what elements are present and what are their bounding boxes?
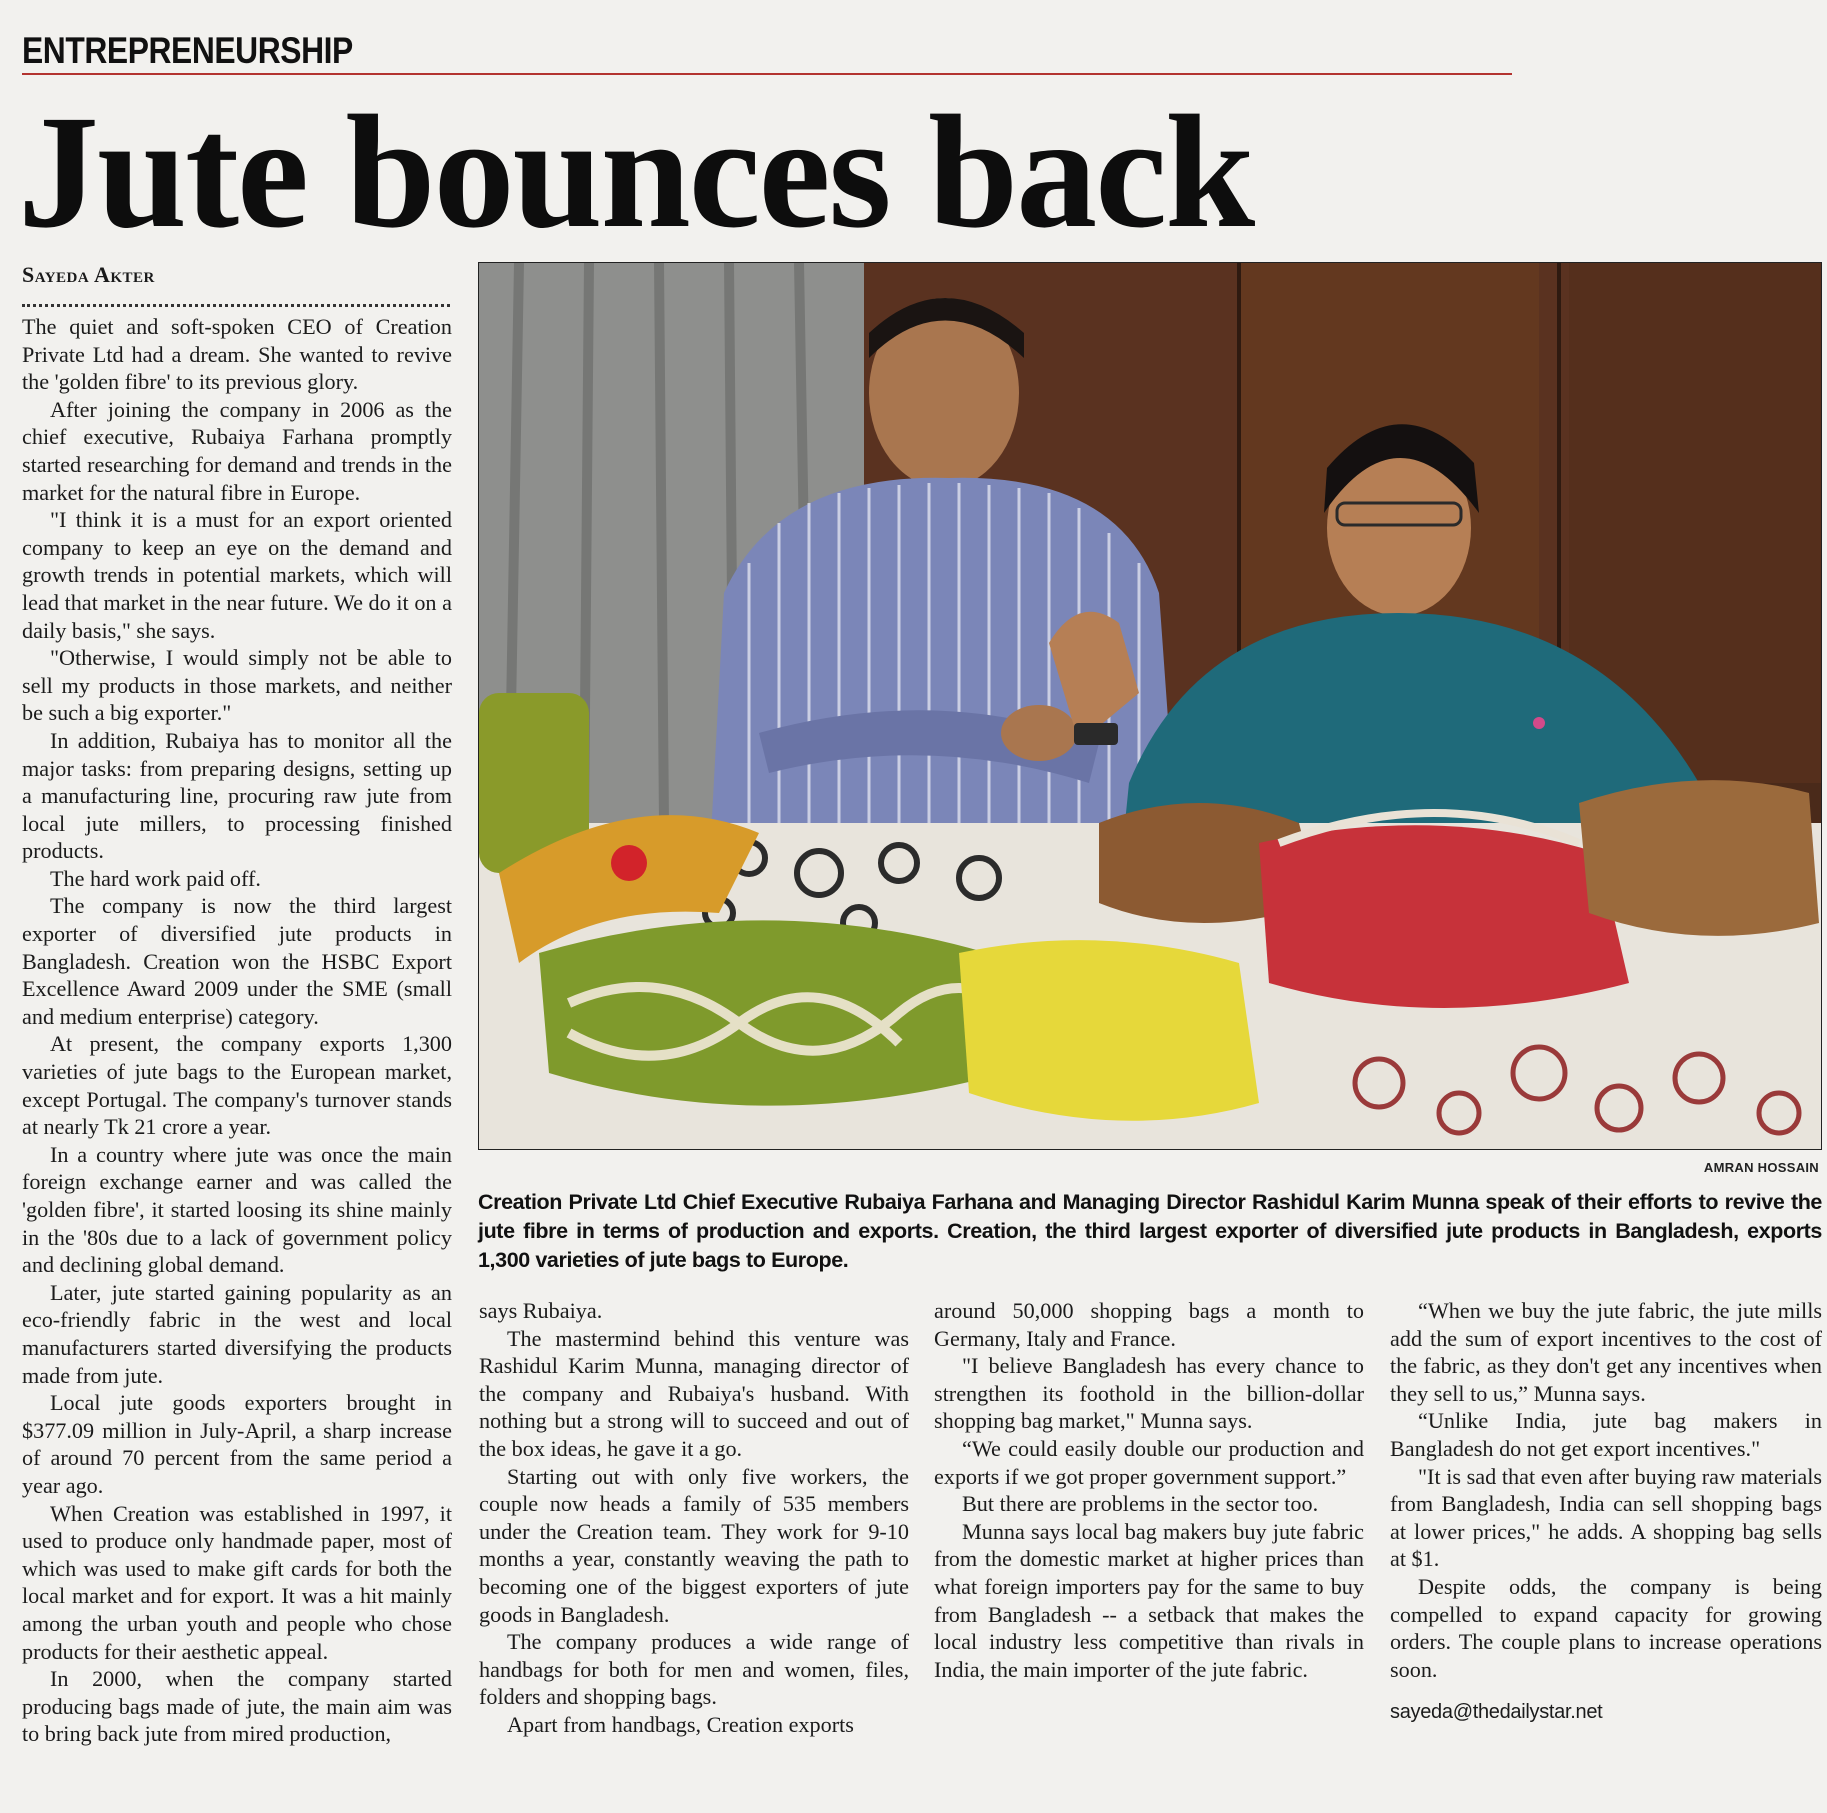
section-divider xyxy=(22,73,1512,75)
paragraph: When Creation was established in 1997, it used to produce only handmade paper, most of which was used to make gift cards for both the local market and for export. It was a hit mainly among the urban youth and people who chose products for their aesthetic appeal. xyxy=(22,1500,452,1664)
article-column-3 xyxy=(934,1297,1364,1683)
paragraph: The quiet and soft-spoken CEO of Creation Private Ltd had a dream. She wanted to revive the 'golden fibre' to its previous glory. xyxy=(22,314,452,395)
article-column-4 xyxy=(1390,1297,1822,1727)
headline: Jute bounces back xyxy=(18,83,1254,262)
paragraph: says Rubaiya. xyxy=(479,1298,603,1323)
paragraph: “When we buy the jute fabric, the jute mills add the sum of export incentives to the cost of the fabric, as they don't get any incentives when they sell to us,” Munna says. xyxy=(1390,1298,1822,1406)
paragraph: Despite odds, the company is being compelled to expand capacity for growing orders. The couple plans to increase operations soon. xyxy=(1390,1573,1822,1682)
author-email[interactable]: sayeda@thedailystar.net xyxy=(1390,1701,1603,1724)
photo-caption: Creation Private Ltd Chief Executive Rubaiya Farhana and Managing Director Rashidul Karim Munna speak of their efforts to revive the jute fibre in terms of production and exports. Creation, the third largest exporter of diversified jute products in Bangladesh, exports 1,300 varieties of jute bags to Europe. xyxy=(478,1190,1822,1272)
paragraph: Apart from handbags, Creation exports xyxy=(507,1711,854,1737)
paragraph: “Unlike India, jute bag makers in Bangladesh do not get export incentives." xyxy=(1390,1408,1822,1461)
paragraph: The mastermind behind this venture was Rashidul Karim Munna, managing director of the company and Rubaiya's husband. With nothing but a strong will to succeed and out of the box ideas, he gave it a go. xyxy=(479,1325,909,1461)
paragraph: “We could easily double our production and exports if we got proper government support.” xyxy=(934,1435,1364,1489)
paragraph: "It is sad that even after buying raw materials from Bangladesh, India can sell shopping bags at lower prices," he adds. A shopping bag sells at $1. xyxy=(1390,1463,1822,1572)
paragraph: In addition, Rubaiya has to monitor all the major tasks: from preparing designs, setting up a manufacturing line, procuring raw jute from local jute millers, to processing finished products. xyxy=(22,727,452,864)
paragraph: Local jute goods exporters brought in $377.09 million in July-April, a sharp increase of around 70 percent from the same period a year ago. xyxy=(22,1390,452,1498)
byline: Sayeda Akter xyxy=(22,262,155,287)
photo-illustration xyxy=(479,263,1821,1149)
byline-divider xyxy=(22,304,450,307)
paragraph: After joining the company in 2006 as the chief executive, Rubaiya Farhana promptly started researching for demand and trends in the market for the natural fibre in Europe. xyxy=(22,396,452,505)
paragraph: The company produces a wide range of handbags for both for men and women, files, folders and shopping bags. xyxy=(479,1629,909,1710)
paragraph: In 2000, when the company started producing bags made of jute, the main aim was to bring back jute from mired production, xyxy=(22,1666,452,1747)
paragraph: around 50,000 shopping bags a month to Germany, Italy and France. xyxy=(934,1298,1364,1351)
article-column-2 xyxy=(479,1297,909,1739)
paragraph: "Otherwise, I would simply not be able to sell my products in those markets, and neither be such a big exporter." xyxy=(22,645,452,726)
paragraph: Munna says local bag makers buy jute fabric from the domestic market at higher prices than what foreign importers pay for the same to buy from Bangladesh -- a setback that makes the local industry less competitive than rivals in India, the main importer of the jute fabric. xyxy=(934,1518,1364,1682)
paragraph: But there are problems in the sector too. xyxy=(962,1491,1319,1517)
photo-credit: AMRAN HOSSAIN xyxy=(1703,1160,1819,1175)
paragraph: The hard work paid off. xyxy=(50,865,261,891)
article-column-1 xyxy=(22,313,452,1803)
paragraph: The company is now the third largest exporter of diversified jute products in Bangladesh. Creation won the HSBC Export Excellence Award 2009 under the SME (small and medium enterprise) category. xyxy=(22,893,452,1029)
paragraph: "I believe Bangladesh has every chance to strengthen its foothold in the billion-dollar shopping bag market," Munna says. xyxy=(934,1353,1364,1434)
section-label: ENTREPRENEURSHIP xyxy=(22,30,353,71)
paragraph: Starting out with only five workers, the couple now heads a family of 535 members under the Creation team. They work for 9-10 months a year, constantly weaving the path to becoming one of the biggest exporters of jute goods in Bangladesh. xyxy=(479,1463,909,1627)
article-photo xyxy=(478,262,1822,1150)
paragraph: In a country where jute was once the main foreign exchange earner and was called the 'golden fibre', it started loosing its shine mainly in the '80s due to a lack of government policy and declining global demand. xyxy=(22,1141,452,1278)
paragraph: "I think it is a must for an export oriented company to keep an eye on the demand and growth trends in potential markets, which will lead that market in the near future. We do it on a daily basis," she says. xyxy=(22,507,452,643)
paragraph: Later, jute started gaining popularity as an eco-friendly fabric in the west and local manufacturers started diversifying the products made from jute. xyxy=(22,1279,452,1388)
paragraph: At present, the company exports 1,300 varieties of jute bags to the European market, except Portugal. The company's turnover stands at nearly Tk 21 crore a year. xyxy=(22,1031,452,1140)
